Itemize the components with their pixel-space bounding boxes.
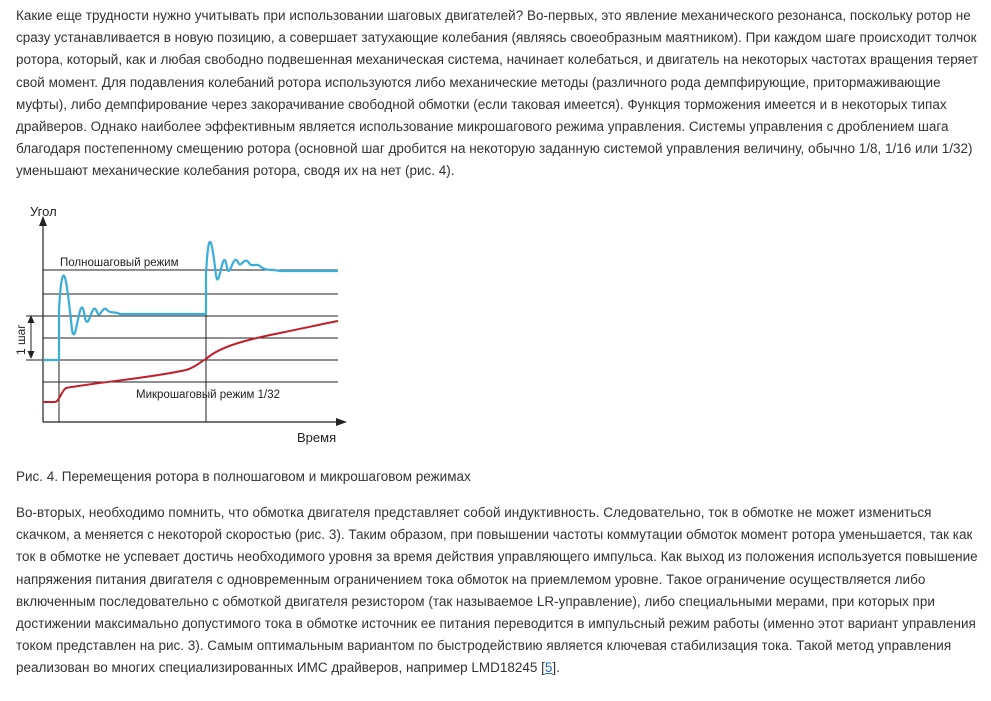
x-axis-arrow-icon <box>336 418 347 426</box>
y-axis-label: Угол <box>30 204 57 219</box>
paragraph-end: . <box>556 660 560 676</box>
x-axis-label: Время <box>297 430 337 445</box>
figure-rotor-motion <box>10 200 350 452</box>
step-arrow-down-icon <box>28 351 35 359</box>
reference-link[interactable]: 5 <box>544 660 553 676</box>
step-size-label: 1 шаг <box>14 324 28 355</box>
micro-step-mode-label: Микрошаговый режим 1/32 <box>136 389 281 401</box>
reference-open-bracket: [ <box>541 660 545 676</box>
paragraph-resonance: Какие еще трудности нужно учитывать при использовании шаговых двигателей? Во-первых, это явление механического резонанса, поскольку ротор не сразу устанавливается в новую позицию, а совершает затухающие колебания (являясь своеобразным маятником). При каждом шаге происходит толчок ротора, который, как и любая свободно подвешенная механическая система, начинает колебаться, и двигатель на некоторых частотах вращения теряет свой момент. Для подавления колебаний ротора используются либо механические методы (различного рода демпфирующие, притормаживающие муфты), либо демпфирование через закорачивание свободной обмотки (если таковая имеется). Функция торможения имеется и в некоторых типах драйверов. Однако наиболее эффективным является использование микрошагового режима управления. Системы управления с дроблением шага благодаря постепенному смещению ротора (основной шаг дробится на некоторую заданную системой управления величину, обычно 1/8, 1/16 или 1/32) уменьшают механические колебания ротора, сводя их на нет (рис. 4). <box>16 8 979 179</box>
figure-caption: Рис. 4. Перемещения ротора в полношаговом и микрошаговом режимах <box>16 469 471 484</box>
rotor-motion-diagram <box>10 200 350 452</box>
reference-close-bracket: ] <box>552 660 557 676</box>
paragraph-inductance <box>16 502 982 680</box>
paragraph-inductance-text: Во-вторых, необходимо помнить, что обмотка двигателя представляет собой индуктивность. Следовательно, ток в обмотке не может измениться скачком, а меняется с некоторой скоростью (рис. 3). Таким образом, при повышении частоты коммутации обмоток момент ротора уменьшается, так как ток в обмотке не успевает достичь необходимого уровня за время действия управляющего импульса. Как выход из положения используется повышение напряжения питания двигателя с одновременным ограничением тока обмоток на приемлемом уровне. Такое ограничение осуществляется либо включенным последовательно с обмоткой двигателя резистором (так называемое LR-управление), либо специальными мерами, при которых при достижении максимально допустимого тока в обмотке источник ее питания переводится в импульсный режим работы (именно этот вариант управления током представлен на рис. 3). Самым оптимальным вариантом по быстродействию является ключевая стабилизация тока. Такой метод управления реализован во многих специализированных ИМС драйверов, например LMD18245 <box>16 505 978 676</box>
full-step-mode-label: Полношаговый режим <box>60 257 179 269</box>
